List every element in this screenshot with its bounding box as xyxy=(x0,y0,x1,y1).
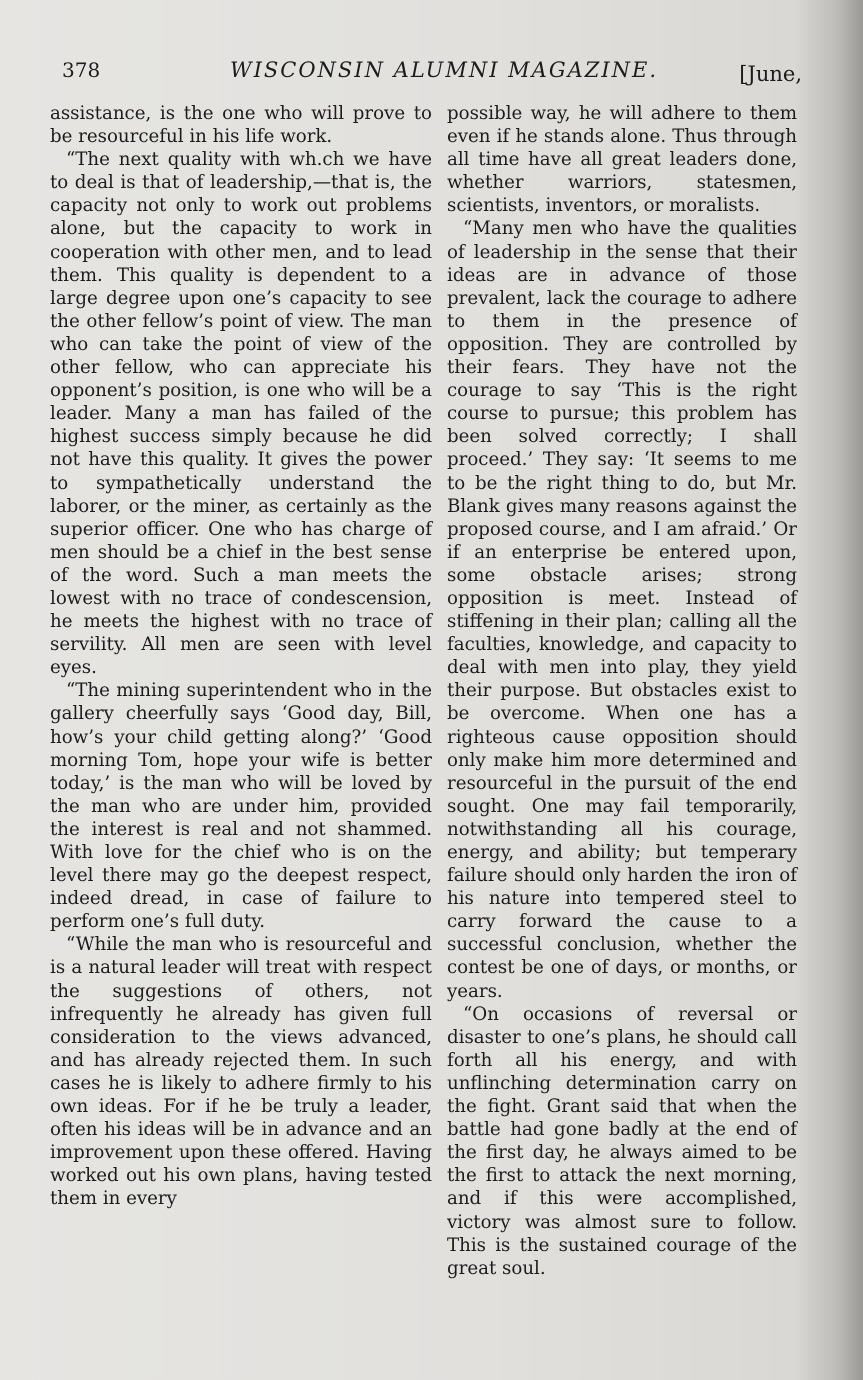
paragraph: “The mining superintendent who in the gallery cheerfully says ‘Good day, Bill, how’s your child getting along?’ ‘Good morning Tom, hope your wife is better today,’ is the man who will be loved by the man who are under him, provided the interest is real and not shammed. With love for the chief who is on the level there may go the deepest respect, indeed dread, in case of failure to perform one’s full duty. xyxy=(50,680,432,933)
paragraph: assistance, is the one who will prove to be resourceful in his life work. xyxy=(50,103,432,148)
paragraph: possible way, he will adhere to them even if he stands alone. Thus through all time have all great leaders done, whether warriors, statesmen, scientists, inventors, or moralists. xyxy=(447,103,797,217)
paragraph: “On occasions of reversal or disaster to one’s plans, he should call forth all his energy, and with unflinching determination carry on the fight. Grant said that when the battle had gone badly at the end of the first day, he always aimed to be the first to attack the next morning, and if this were accomplished, victory was almost sure to follow. This is the sustained courage of the great soul. xyxy=(447,1003,797,1279)
page-header xyxy=(62,58,802,92)
paragraph: “The next quality with wh.ch we have to deal is that of leadership,—that is, the capacity not only to work out problems alone, but the capacity to work in cooperation with other men, and to lead them. This quality is dependent to a large degree upon one’s capacity to see the other fellow’s point of view. The man who can take the point of view of the other fellow, who can appreciate his opponent’s position, is one who will be a leader. Many a man has failed of the highest success simply because he did not have this quality. It gives the power to sympathetically understand the laborer, or the miner, as certainly as the superior officer. One who has charge of men should be a chief in the best sense of the word. Such a man meets the lowest with no trace of condescension, he meets the highest with no trace of servility. All men are seen with level eyes. xyxy=(50,149,432,679)
paragraph: “While the man who is resourceful and is a natural leader will treat with respect the suggestions of others, not infrequently he already has given full consideration to the views advanced, and has already rejected them. In such cases he is likely to adhere firmly to his own ideas. For if he be truly a leader, often his ideas will be in advance and an improvement upon these offered. Having worked out his own plans, having tested them in every xyxy=(50,934,432,1210)
right-column xyxy=(447,102,797,1280)
page-number: 378 xyxy=(62,58,101,82)
left-column xyxy=(50,102,432,1211)
magazine-title: WISCONSIN ALUMNI MAGAZINE. xyxy=(230,58,659,82)
paragraph: “Many men who have the qualities of leadership in the sense that their ideas are in advance of those prevalent, lack the courage to adhere to them in the presence of opposition. They are controlled by their fears. They have not the courage to say ‘This is the right course to pursue; this problem has been solved correctly; I shall proceed.’ They say: ‘It seems to me to be the right thing to do, but Mr. Blank gives many reasons against the proposed course, and I am afraid.’ Or if an enterprise be entered upon, some obstacle arises; strong opposition is meet. Instead of stiffening in their plan; calling all the faculties, knowledge, and capacity to deal with men into play, they yield their purpose. But obstacles exist to be overcome. When one has a righteous cause opposition should only make him more determined and resourceful in the pursuit of the end sought. One may fail temporarily, notwithstanding all his courage, energy, and ability; but temperary failure should only harden the iron of his nature into tempered steel to carry forward the cause to a successful conclusion, whether the contest be one of days, or months, or years. xyxy=(447,218,797,1002)
issue-month: [June, xyxy=(739,62,802,86)
